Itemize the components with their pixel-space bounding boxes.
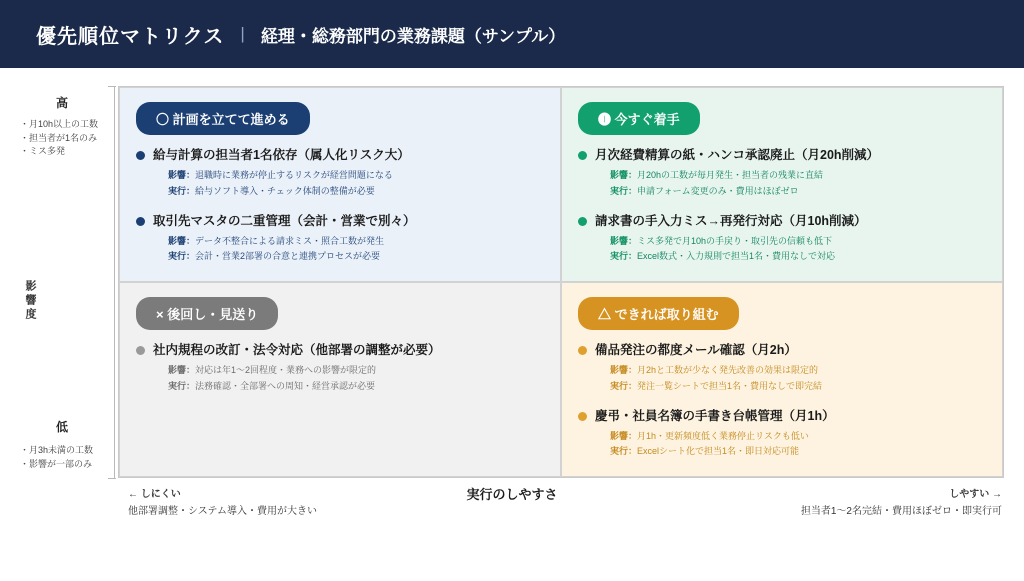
quadrant-later xyxy=(119,282,561,477)
list-item xyxy=(136,213,544,265)
item-detail xyxy=(610,363,986,394)
header-subtitle: 経理・総務部門の業務課題（サンプル） xyxy=(260,26,566,46)
priority-matrix xyxy=(118,86,1004,478)
item-title-row xyxy=(136,147,544,163)
item-action-row xyxy=(168,249,544,264)
item-detail xyxy=(168,168,544,199)
bullet-icon xyxy=(578,217,587,226)
item-impact-label: 影響： xyxy=(168,236,196,247)
quadrant-if-possible xyxy=(561,282,1003,477)
x-axis-right-note xyxy=(801,486,1002,520)
item-impact-text: 月1h・更新頻度低く業務停止リスクも低い xyxy=(637,431,809,442)
y-axis-low-note-line-2: ・影響が一部のみ xyxy=(20,458,93,469)
x-axis-right-detail: 担当者1〜2名完結・費用ほぼゼロ・即実行可 xyxy=(800,506,1002,517)
item-action-text: 申請フォーム変更のみ・費用はほぼゼロ xyxy=(637,185,799,196)
list-item xyxy=(578,342,986,394)
item-impact-row xyxy=(168,168,544,183)
item-detail xyxy=(610,168,986,199)
item-action-text: 会計・営業2部署の合意と連携プロセスが必要 xyxy=(195,251,381,262)
item-action-label: 実行： xyxy=(610,251,638,262)
item-action-label: 実行： xyxy=(168,251,196,262)
item-title-row xyxy=(136,213,544,229)
x-axis-title: 実行のしやすさ xyxy=(466,487,558,502)
quadrant-now xyxy=(561,87,1003,282)
item-action-text: 給与ソフト導入・チェック体制の整備が必要 xyxy=(195,185,375,196)
y-axis-high-note-line-2: ・担当者が1名のみ xyxy=(20,132,98,143)
x-axis-left-arrow: ← しにくい xyxy=(128,489,181,500)
footer-bar xyxy=(0,563,1024,581)
item-impact-row xyxy=(610,363,986,378)
item-action-row xyxy=(168,379,544,394)
quadrant-plan-badge: 〇 計画を立てて進める xyxy=(136,102,310,135)
y-axis-high-note-line-3: ・ミス多発 xyxy=(20,146,66,156)
y-axis-tick-bottom xyxy=(108,478,116,479)
quadrant-plan xyxy=(119,87,561,282)
item-title-row xyxy=(578,147,986,163)
item-impact-label: 影響： xyxy=(168,170,196,181)
y-axis-low-label: 低 xyxy=(56,420,69,434)
item-impact-label: 影響： xyxy=(610,365,638,376)
item-title: 月次経費精算の紙・ハンコ承認廃止（月20h削減） xyxy=(595,148,880,162)
item-title-row xyxy=(578,408,986,424)
x-axis-left-note xyxy=(128,486,317,520)
bullet-icon xyxy=(136,217,145,226)
item-impact-label: 影響： xyxy=(610,431,638,442)
bullet-icon xyxy=(578,346,587,355)
bullet-icon xyxy=(578,412,587,421)
list-item xyxy=(578,213,986,265)
item-detail xyxy=(168,234,544,265)
page-title: 優先順位マトリクス xyxy=(36,25,225,48)
item-action-row xyxy=(610,184,986,199)
bullet-icon xyxy=(136,346,145,355)
y-axis-low-note-line-1: ・月3h未満の工数 xyxy=(20,445,94,455)
item-title: 備品発注の都度メール確認（月2h） xyxy=(595,343,797,357)
item-impact-text: 対応は年1〜2回程度・業務への影響が限定的 xyxy=(195,365,377,376)
item-impact-row xyxy=(610,168,986,183)
list-item xyxy=(136,342,544,394)
y-axis-title: 影響度 xyxy=(24,280,36,322)
quadrant-now-badge: ❶ 今すぐ着手 xyxy=(578,102,700,135)
item-action-label: 実行： xyxy=(168,185,196,196)
y-axis-high-note-line-1: ・月10h以上の工数 xyxy=(20,119,99,129)
item-detail xyxy=(610,429,986,460)
list-item xyxy=(578,147,986,199)
item-impact-text: データ不整合による請求ミス・照合工数が発生 xyxy=(195,236,385,247)
item-action-text: Excel数式・入力規則で担当1名・費用なしで対応 xyxy=(637,251,836,262)
item-detail xyxy=(610,234,986,265)
item-title: 慶弔・社員名簿の手書き台帳管理（月1h） xyxy=(595,408,835,423)
quadrant-if-possible-badge: △ できれば取り組む xyxy=(578,297,739,330)
y-axis-low-note xyxy=(20,444,108,471)
item-impact-row xyxy=(168,363,544,378)
item-detail xyxy=(168,363,544,394)
item-title: 給与計算の担当者1名依存（属人化リスク大） xyxy=(153,148,410,162)
item-title: 請求書の手入力ミス→再発行対応（月10h削減） xyxy=(595,213,867,228)
item-impact-row xyxy=(610,234,986,249)
list-item xyxy=(136,147,544,199)
item-title: 取引先マスタの二重管理（会計・営業で別々） xyxy=(153,213,416,228)
item-action-row xyxy=(610,249,986,264)
item-action-label: 実行： xyxy=(610,446,638,457)
item-action-text: 法務確認・全部署への周知・経営承認が必要 xyxy=(195,380,376,391)
header-separator: | xyxy=(240,24,245,43)
quadrant-later-badge: × 後回し・見送り xyxy=(136,297,278,330)
slide-header xyxy=(0,0,1024,68)
item-impact-text: 月2hと工数が少なく発先改善の効果は限定的 xyxy=(637,365,819,376)
item-title-row xyxy=(578,342,986,358)
y-axis-line xyxy=(114,86,115,478)
x-axis-left-detail: 他部署調整・システム導入・費用が大きい xyxy=(128,506,317,517)
item-impact-label: 影響： xyxy=(610,236,638,247)
list-item xyxy=(578,408,986,460)
item-impact-row xyxy=(168,234,544,249)
y-axis-tick-top xyxy=(108,86,116,87)
item-title: 社内規程の改訂・法令対応（他部署の調整が必要） xyxy=(153,343,441,357)
item-action-row xyxy=(168,184,544,199)
item-impact-text: 月20hの工数が毎月発生・担当者の残業に直結 xyxy=(637,170,824,181)
item-action-row xyxy=(610,444,986,459)
y-axis-high-label: 高 xyxy=(56,96,69,110)
item-impact-text: 退職時に業務が停止するリスクが経営問題になる xyxy=(195,170,393,181)
bullet-icon xyxy=(136,151,145,160)
item-impact-label: 影響： xyxy=(168,365,196,376)
x-axis-right-arrow: しやすい → xyxy=(949,489,1002,500)
item-action-label: 実行： xyxy=(610,185,638,196)
item-action-label: 実行： xyxy=(610,380,638,391)
y-axis-high-note xyxy=(20,118,108,159)
item-action-text: 発注一覧シートで担当1名・費用なしで即完結 xyxy=(637,380,823,391)
item-impact-row xyxy=(610,429,986,444)
bullet-icon xyxy=(578,151,587,160)
item-action-label: 実行： xyxy=(168,380,196,391)
item-impact-label: 影響： xyxy=(610,170,638,181)
item-action-text: Excelシート化で担当1名・即日対応可能 xyxy=(637,446,800,457)
item-impact-text: ミス多発で月10hの手戻り・取引先の信頼も低下 xyxy=(637,236,833,247)
item-title-row xyxy=(578,213,986,229)
item-action-row xyxy=(610,379,986,394)
item-title-row xyxy=(136,342,544,358)
